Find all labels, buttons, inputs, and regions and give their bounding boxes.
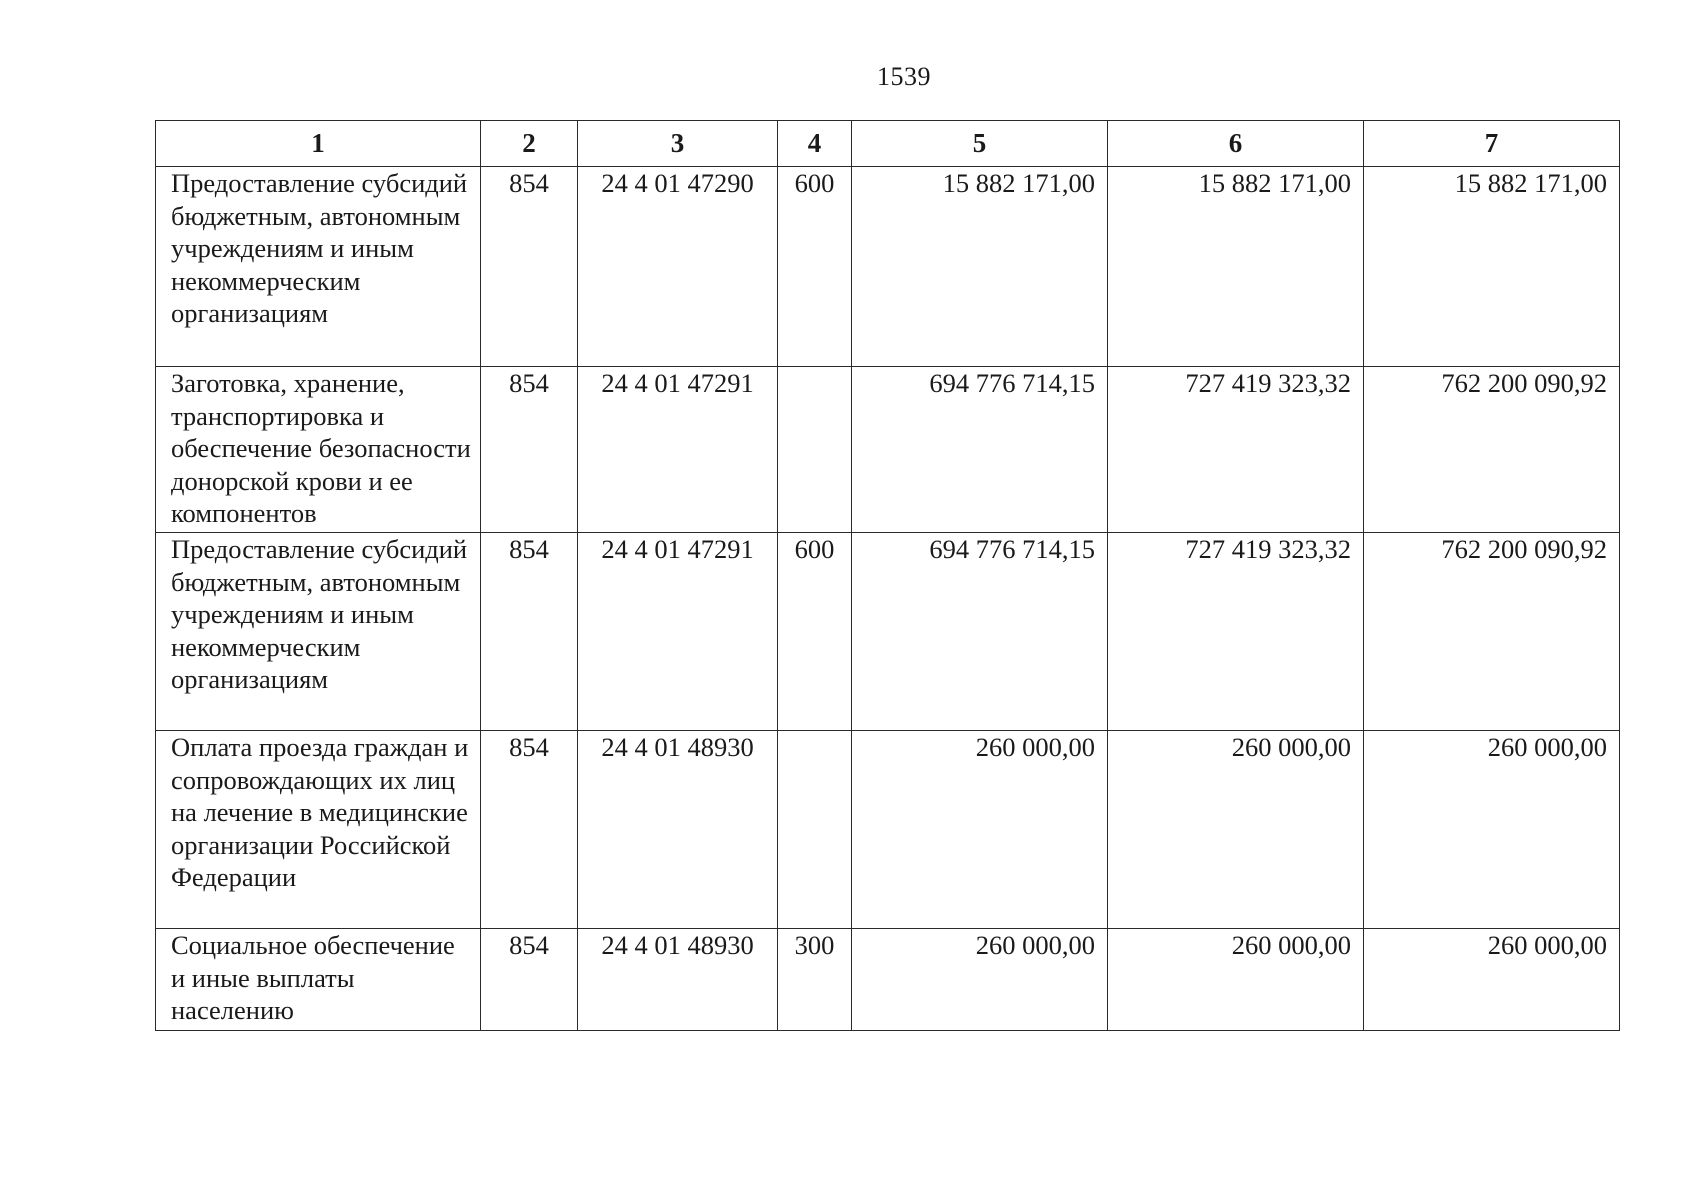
column-header-2: 2 xyxy=(481,121,578,167)
row-sum-1: 260 000,00 xyxy=(852,929,1108,1031)
row-expense-type xyxy=(778,367,852,533)
row-sum-3: 762 200 090,92 xyxy=(1364,367,1620,533)
row-expense-type: 600 xyxy=(778,533,852,731)
column-header-3: 3 xyxy=(578,121,778,167)
row-sum-3: 15 882 171,00 xyxy=(1364,167,1620,367)
row-target-article: 24 4 01 48930 xyxy=(578,731,778,929)
table-row xyxy=(156,533,1620,731)
row-sum-2: 260 000,00 xyxy=(1108,731,1364,929)
row-target-article: 24 4 01 48930 xyxy=(578,929,778,1031)
table-body xyxy=(156,167,1620,1031)
row-description: Предоставление субсидий бюджетным, автономным учреждениям и иным некоммерческим организациям xyxy=(156,533,481,731)
row-sum-3: 260 000,00 xyxy=(1364,929,1620,1031)
row-expense-type xyxy=(778,731,852,929)
row-expense-type: 600 xyxy=(778,167,852,367)
row-code: 854 xyxy=(481,731,578,929)
column-header-5: 5 xyxy=(852,121,1108,167)
row-description: Социальное обеспечение и иные выплаты населению xyxy=(156,929,481,1031)
row-sum-2: 15 882 171,00 xyxy=(1108,167,1364,367)
column-header-4: 4 xyxy=(778,121,852,167)
table-row xyxy=(156,929,1620,1031)
table-header xyxy=(156,121,1620,167)
row-sum-1: 15 882 171,00 xyxy=(852,167,1108,367)
row-description: Оплата проезда граждан и сопровождающих их лиц на лечение в медицинские организации Российской Федерации xyxy=(156,731,481,929)
row-sum-2: 727 419 323,32 xyxy=(1108,367,1364,533)
header-row xyxy=(156,121,1620,167)
row-target-article: 24 4 01 47291 xyxy=(578,367,778,533)
row-expense-type: 300 xyxy=(778,929,852,1031)
budget-table xyxy=(155,120,1620,1031)
row-description: Предоставление субсидий бюджетным, автономным учреждениям и иным некоммерческим организациям xyxy=(156,167,481,367)
row-code: 854 xyxy=(481,929,578,1031)
row-target-article: 24 4 01 47290 xyxy=(578,167,778,367)
row-sum-3: 762 200 090,92 xyxy=(1364,533,1620,731)
row-code: 854 xyxy=(481,367,578,533)
column-header-1: 1 xyxy=(156,121,481,167)
row-sum-1: 694 776 714,15 xyxy=(852,367,1108,533)
row-target-article: 24 4 01 47291 xyxy=(578,533,778,731)
row-sum-3: 260 000,00 xyxy=(1364,731,1620,929)
row-sum-2: 727 419 323,32 xyxy=(1108,533,1364,731)
row-sum-1: 694 776 714,15 xyxy=(852,533,1108,731)
table-row xyxy=(156,731,1620,929)
table-row xyxy=(156,367,1620,533)
table-row xyxy=(156,167,1620,367)
row-sum-2: 260 000,00 xyxy=(1108,929,1364,1031)
page-number: 1539 xyxy=(877,62,931,91)
row-sum-1: 260 000,00 xyxy=(852,731,1108,929)
row-code: 854 xyxy=(481,533,578,731)
row-description: Заготовка, хранение, транспортировка и обеспечение безопасности донорской крови и ее компонентов xyxy=(156,367,481,533)
column-header-7: 7 xyxy=(1364,121,1620,167)
row-code: 854 xyxy=(481,167,578,367)
column-header-6: 6 xyxy=(1108,121,1364,167)
